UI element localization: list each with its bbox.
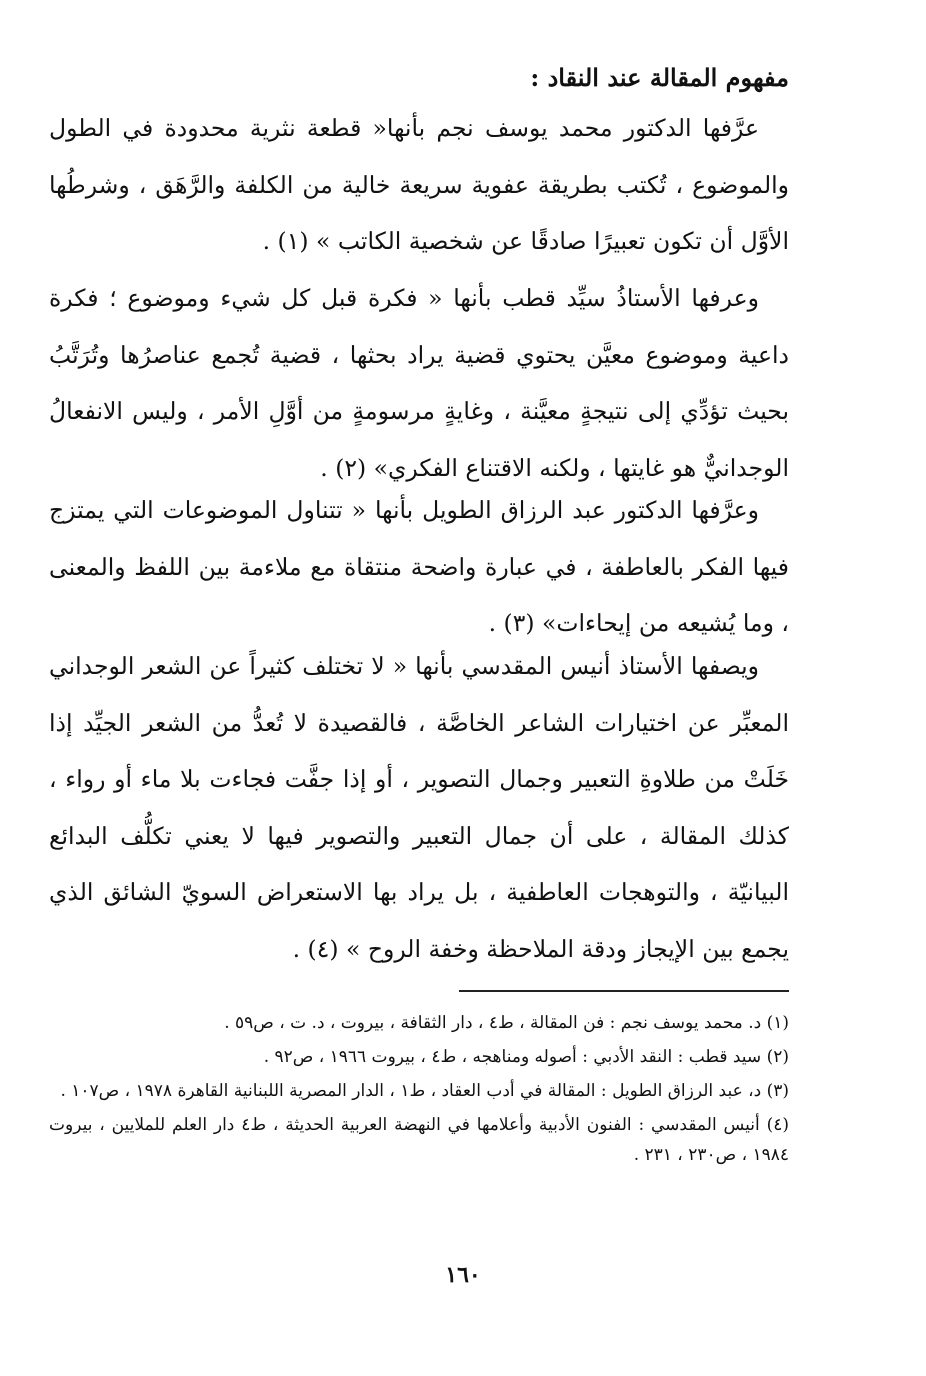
footnote-2: (٢) سيد قطب : النقد الأدبي : أصوله ومناهجه ، ط٤ ، بيروت ١٩٦٦ ، ص٩٢ . — [263, 1047, 789, 1067]
paragraph-definition-qutb: وعرفها الأستاذُ سيِّد قطب بأنها « فكرة قبل كل شيء وموضوع ؛ فكرة داعية وموضوع معيَّن يحتوي قضية يراد بحثها ، قضية تُجمع عناصرُها وتُرَتَّبُ بحيث تؤدِّي إلى نتيجةٍ معيَّنة ، وغايةٍ مرسومةٍ من أوَّلِ الأمر ، وليس الانفعالُ الوجدانيٌّ هو غايتها ، ولكنه الاقتناع الفكري» (٢) . — [49, 284, 789, 482]
paragraph-definition-tawil: وعرَّفها الدكتور عبد الرزاق الطويل بأنها « تتناول الموضوعات التي يمتزج فيها الفكر بالعاطفة ، في عبارة واضحة منتقاة مع ملاءمة بين اللفظ والمعنى ، وما يُشيعه من إيحاءات» (٣) . — [49, 496, 789, 637]
footnote-separator — [459, 990, 789, 992]
paragraph-definition-maqdisi: ويصفها الأستاذ أنيس المقدسي بأنها « لا تختلف كثيراً عن الشعر الوجداني المعبِّر عن اختيارات الشاعر الخاصَّة ، فالقصيدة لا تُعدُّ من الشعر الجيِّد إذا خَلَتْ من طلاوةِ التعبير وجمال التصوير ، أو إذا جفَّت فجاءت بلا ماء أو رواء ، كذلك المقالة ، على أن جمال التعبير والتصوير فيها لا يعني تكلُّف البدائع البيانيّة ، والتوهجات العاطفية ، بل يراد بها الاستعراض السويّ الشائق الذي يجمع بين الإيجاز ودقة الملاحظة وخفة الروح » (٤) . — [49, 652, 789, 963]
footnote-4: (٤) أنيس المقدسي : الفنون الأدبية وأعلامها في النهضة العربية الحديثة ، ط٤ دار العلم للملايين ، بيروت ١٩٨٤ ، ص٢٣٠ ، ٢٣١ . — [49, 1115, 789, 1165]
footnote-3: (٣) د، عبد الرزاق الطويل : المقالة في أدب العقاد ، ط١ ، الدار المصرية اللبنانية القاهرة ١٩٧٨ ، ص١٠٧ . — [60, 1081, 789, 1101]
page-number: ١٦٠ — [445, 1262, 481, 1288]
paragraph-definition-najm: عرَّفها الدكتور محمد يوسف نجم بأنها« قطعة نثرية محدودة في الطول والموضوع ، تُكتب بطريقة عفوية سريعة خالية من الكلفة والرَّهَق ، وشرطُها الأوَّل أن تكون تعبيرًا صادقًا عن شخصية الكاتب » (١) . — [49, 114, 789, 255]
section-heading: مفهوم المقالة عند النقاد : — [530, 63, 789, 92]
footnotes-list — [49, 1008, 789, 1174]
footnote-1: (١) د. محمد يوسف نجم : فن المقالة ، ط٤ ، دار الثقافة ، بيروت ، د. ت ، ص٥٩ . — [224, 1013, 789, 1033]
